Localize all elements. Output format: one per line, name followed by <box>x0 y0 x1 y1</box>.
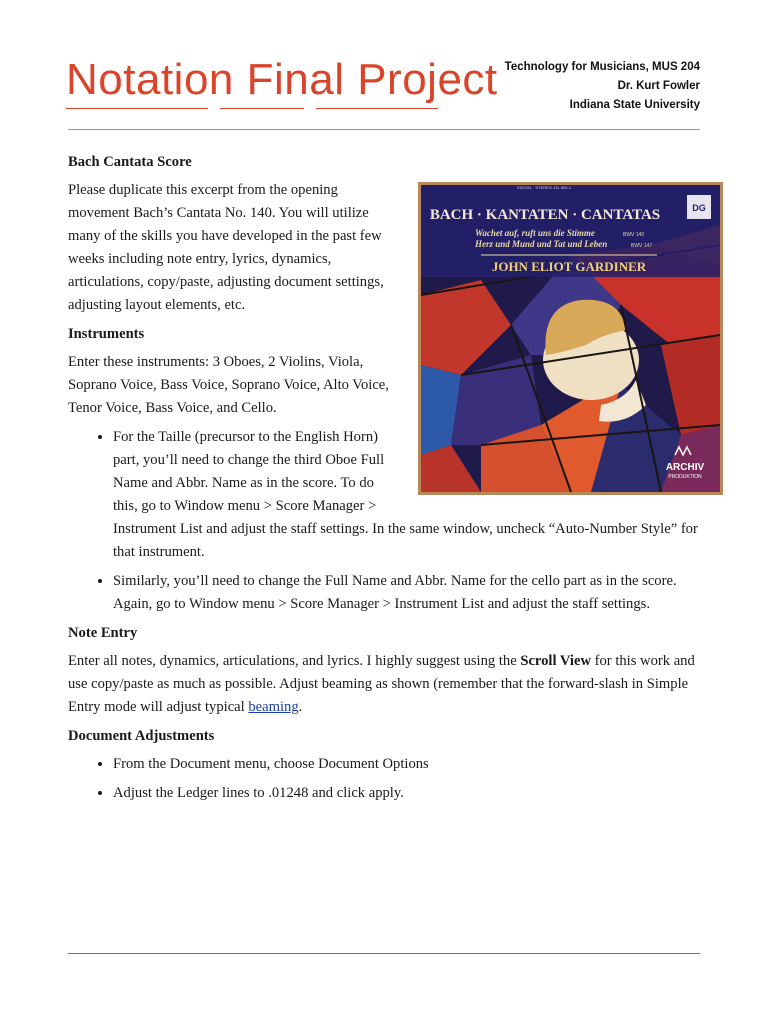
instructor-name: Dr. Kurt Fowler <box>617 80 700 92</box>
title-underline <box>316 108 438 109</box>
note-entry-paragraph <box>68 650 700 719</box>
section-heading-note-entry: Note Entry <box>68 625 138 641</box>
beaming-link[interactable]: beaming <box>248 699 299 715</box>
header-divider <box>68 129 700 130</box>
section-heading-document: Document Adjustments <box>68 728 215 744</box>
note-entry-text-2: for this work and use copy/paste as much as possible. Adjust beaming as shown (remember that the forward-slash in Simple Entry mode will adjust typical <box>68 653 695 715</box>
album-label-top: ARCHIV <box>665 462 705 473</box>
document-list <box>68 753 700 805</box>
album-title: BACH · KANTATEN · CANTATAS <box>429 207 661 223</box>
album-label-bottom: PRODUKTION <box>668 474 702 480</box>
instruments-paragraph: Enter these instruments: 3 Oboes, 2 Violins, Viola, Soprano Voice, Bass Voice, Soprano Voice, Alto Voice, Tenor Voice, Bass Voice, and Cello. <box>68 354 389 416</box>
scroll-view-term: Scroll View <box>520 653 591 669</box>
note-entry-text-3: . <box>298 699 303 715</box>
album-work-2: Herz und Mund und Tat und Leben <box>475 239 608 249</box>
list-item: • Adjust the Ledger lines to .01248 and click apply. <box>113 782 700 805</box>
list-item <box>113 426 700 564</box>
course-name: Technology for Musicians, MUS 204 <box>504 61 700 73</box>
section-heading-instruments: Instruments <box>68 326 145 342</box>
album-work-2-bwv: BWV 147 <box>631 243 653 249</box>
album-corner-mark: DG <box>692 203 706 213</box>
list-item: • From the Document menu, choose Document Options <box>113 753 700 776</box>
album-work-1: Wachet auf, ruft uns die Stimme <box>475 228 595 238</box>
list-item <box>113 570 700 616</box>
bach-paragraph: Please duplicate this excerpt from the opening movement Bach’s Cantata No. 140. You will utilize many of the skills you have developed in the past few weeks including note entry, lyrics, dynamics, articulations, copy/paste, adjusting document settings, adjusting layout elements, etc. <box>68 182 384 313</box>
instruments-list <box>68 426 700 616</box>
cello-instruction: Similarly, you’ll need to change the Full Name and Abbr. Name for the cello part as in the score. Again, go to Window menu > Score Manager > Instrument List and adjust the staff settings. <box>113 573 677 612</box>
footer-divider <box>68 953 700 954</box>
note-entry-text-1: Enter all notes, dynamics, articulations, and lyrics. I highly suggest using the <box>68 653 521 669</box>
taille-instruction: • For the Taille (precursor to the English Horn) part, you’ll need to change the third Oboe Full Name and Abbr. Name as in the score. To do this, go to Window menu > Score Manager > Instrument List and adjust the staff settings. In the same window, uncheck “Auto-Number Style” for that instrument. <box>113 429 698 560</box>
title-underline <box>66 108 208 109</box>
album-conductor: JOHN ELIOT GARDINER <box>491 259 647 274</box>
school-name: Indiana State University <box>569 99 700 111</box>
wrap-spacer <box>390 426 700 506</box>
section-heading-bach: Bach Cantata Score <box>68 154 192 170</box>
main-content <box>68 151 700 811</box>
album-work-1-bwv: BWV 140 <box>623 232 645 238</box>
page-title: Notation Final Project <box>66 55 498 104</box>
course-info <box>505 58 700 115</box>
album-digital-text: DIGITAL · STEREO 431 809-2 <box>516 185 571 190</box>
title-underline <box>220 108 304 109</box>
